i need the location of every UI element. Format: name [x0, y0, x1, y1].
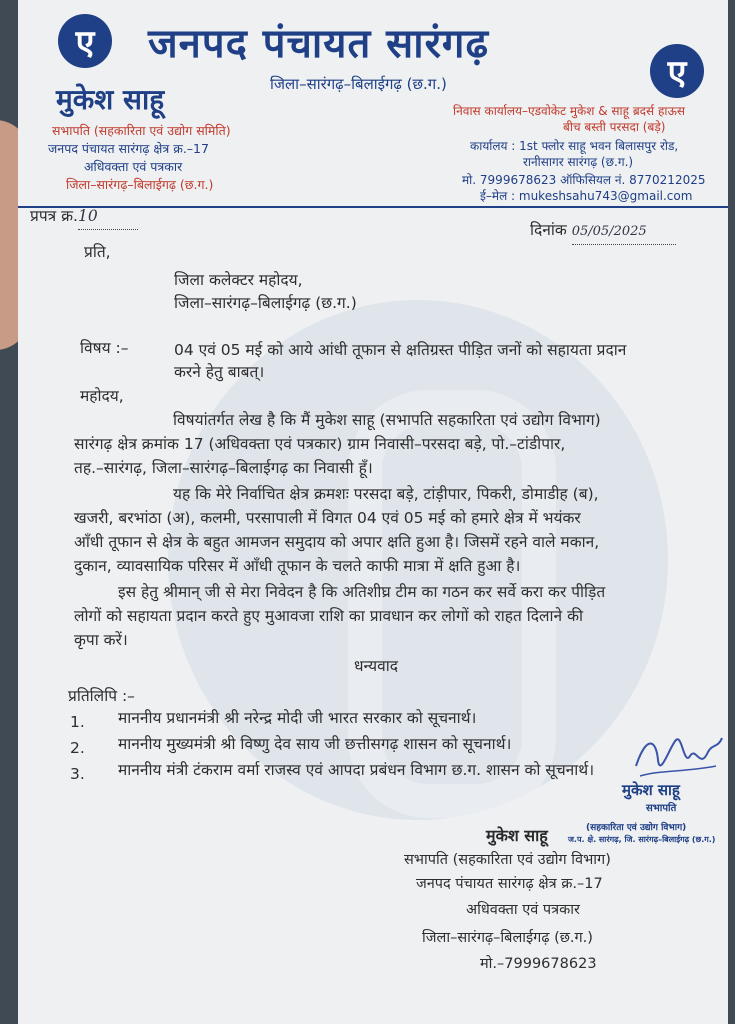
body-line-4: यह कि मेरे निर्वाचित क्षेत्र क्रमशः परसदा बड़े, टांड़ीपार, पिकरी, डोमाडीह (ब),	[173, 485, 599, 503]
left-line-2: जनपद पंचायत सारंगढ़ क्षेत्र क्र.–17	[48, 141, 209, 156]
right-line-2: बीच बस्ती परसदा (बड़े)	[563, 120, 666, 134]
copy-text-3: माननीय मंत्री टंकराम वर्मा राजस्व एवं आपदा प्रबंधन विभाग छ.ग. शासन को सूचनार्थ।	[118, 761, 595, 779]
body-line-2: सारंगढ़ क्षेत्र क्रमांक 17 (अधिवक्ता एवं पत्रकार) ग्राम निवासी–परसदा बड़े, पो.–टांडीपार,	[74, 435, 566, 453]
right-line-4: रानीसागर सारंगढ़ (छ.ग.)	[523, 155, 634, 169]
stamp-line-2: ज.प. क्षे. सारंगढ़, जि. सारंगढ़–बिलाईगढ़ (छ.ग.)	[568, 835, 716, 844]
signature-line-3: अधिवक्ता एवं पत्रकार	[466, 902, 580, 918]
letter-page	[18, 0, 728, 1024]
addressee-line-1: जिला कलेक्टर महोदय,	[174, 271, 303, 289]
signature-line-2: जनपद पंचायत सारंगढ़ क्षेत्र क्र.–17	[416, 876, 603, 892]
body-line-8: इस हेतु श्रीमान् जी से मेरा निवेदन है कि अतिशीघ्र टीम का गठन कर सर्वे करा कर पीड़ित	[118, 583, 606, 601]
right-line-1: निवास कार्यालय–एडवोकेट मुकेश & साहू ब्रदर्स हाऊस	[453, 104, 685, 118]
ref-line	[30, 204, 138, 230]
addressee-line-2: जिला–सारंगढ़–बिलाईगढ़ (छ.ग.)	[174, 294, 357, 312]
stamp-name: मुकेश साहू	[622, 781, 680, 799]
copy-text-1: माननीय प्रधानमंत्री श्री नरेन्द्र मोदी जी भारत सरकार को सूचनार्थ।	[118, 709, 477, 727]
body-line-7: दुकान, व्यावसायिक परिसर में आँधी तूफान के चलते काफी मात्रा में क्षति हुआ है।	[74, 557, 521, 575]
left-line-3: अधिवक्ता एवं पत्रकार	[84, 159, 183, 174]
stamp-title: सभापति	[646, 803, 677, 814]
signature-name: मुकेश साहू	[486, 826, 548, 845]
letterhead-name: मुकेश साहू	[56, 83, 165, 116]
copy-num-1: 1.	[70, 713, 85, 731]
date-line	[530, 218, 676, 245]
copy-text-2: माननीय मुख्यमंत्री श्री विष्णु देव साय जी छत्तीसगढ़ शासन को सूचनार्थ।	[118, 735, 512, 753]
stamp-line-1: (सहकारिता एवं उद्योग विभाग)	[586, 823, 687, 833]
body-line-1: विषयांतर्गत लेख है कि मैं मुकेश साहू (सभापति सहकारिता एवं उद्योग विभाग)	[173, 411, 601, 429]
ref-label: प्रपत्र क्र.	[30, 207, 78, 225]
subject-label: विषय :–	[80, 339, 129, 357]
panchayat-title: जनपद पंचायत सारंगढ़	[148, 21, 489, 67]
letterhead-district: जिला–सारंगढ़–बिलाईगढ़ (छ.ग.)	[270, 75, 447, 93]
thanks: धन्यवाद	[354, 657, 398, 675]
body-line-9: लोगों को सहायता प्रदान करते हुए मुआवजा राशि का प्रावधान कर लोगों को राहत दिलाने की	[74, 607, 584, 625]
body-line-6: आँधी तूफान से क्षेत्र के बहुत आमजन समुदाय को अपार क्षति हुआ है। जिसमें रहने वाले मकान,	[74, 533, 600, 551]
left-line-1: सभापति (सहकारिता एवं उद्योग समिति)	[52, 123, 231, 138]
subject-line-2: करने हेतु बाबत्।	[174, 363, 265, 381]
right-line-6: ई–मेल : mukeshsahu743@gmail.com	[480, 189, 693, 203]
subject-line-1: 04 एवं 05 मई को आये आंधी तूफान से क्षतिग्रस्त पीड़ित जनों को सहायता प्रदान	[174, 341, 627, 359]
signature-line-5: मो.–7999678623	[480, 956, 597, 972]
right-line-5: मो. 7999678623 ऑफिसियल नं. 8770212025	[462, 173, 706, 187]
signature-line-4: जिला–सारंगढ़–बिलाईगढ़ (छ.ग.)	[422, 930, 593, 946]
date-label: दिनांक	[530, 221, 567, 239]
body-line-5: खजरी, बरभांठा (अ), कलमी, परसापाली में विगत 04 एवं 05 मई को हमारे क्षेत्र में भयंकर	[74, 509, 581, 527]
copy-num-3: 3.	[70, 765, 85, 783]
prati: प्रति,	[84, 243, 111, 261]
right-line-3: कार्यालय : 1st फ्लोर साहू भवन बिलासपुर रोड,	[470, 139, 679, 153]
logo-left-glyph: ए	[75, 23, 95, 63]
salutation: महोदय,	[80, 387, 124, 405]
left-line-4: जिला–सारंगढ़–बिलाईगढ़ (छ.ग.)	[66, 177, 214, 192]
date-value: 05/05/2025	[572, 219, 676, 245]
copy-num-2: 2.	[70, 739, 85, 757]
signature-line-1: सभापति (सहकारिता एवं उद्योग विभाग)	[404, 852, 611, 868]
logo-right-icon	[650, 44, 704, 98]
copy-label: प्रतिलिपि :–	[68, 687, 135, 705]
logo-left-icon	[58, 14, 112, 68]
handwritten-signature	[630, 726, 726, 786]
logo-right-glyph: ए	[667, 53, 687, 93]
ref-value: 10	[78, 204, 138, 230]
body-line-3: तह.–सारंगढ़, जिला–सारंगढ़–बिलाईगढ़ का निवासी हूँ।	[74, 459, 373, 477]
body-line-10: कृपा करें।	[74, 631, 128, 649]
